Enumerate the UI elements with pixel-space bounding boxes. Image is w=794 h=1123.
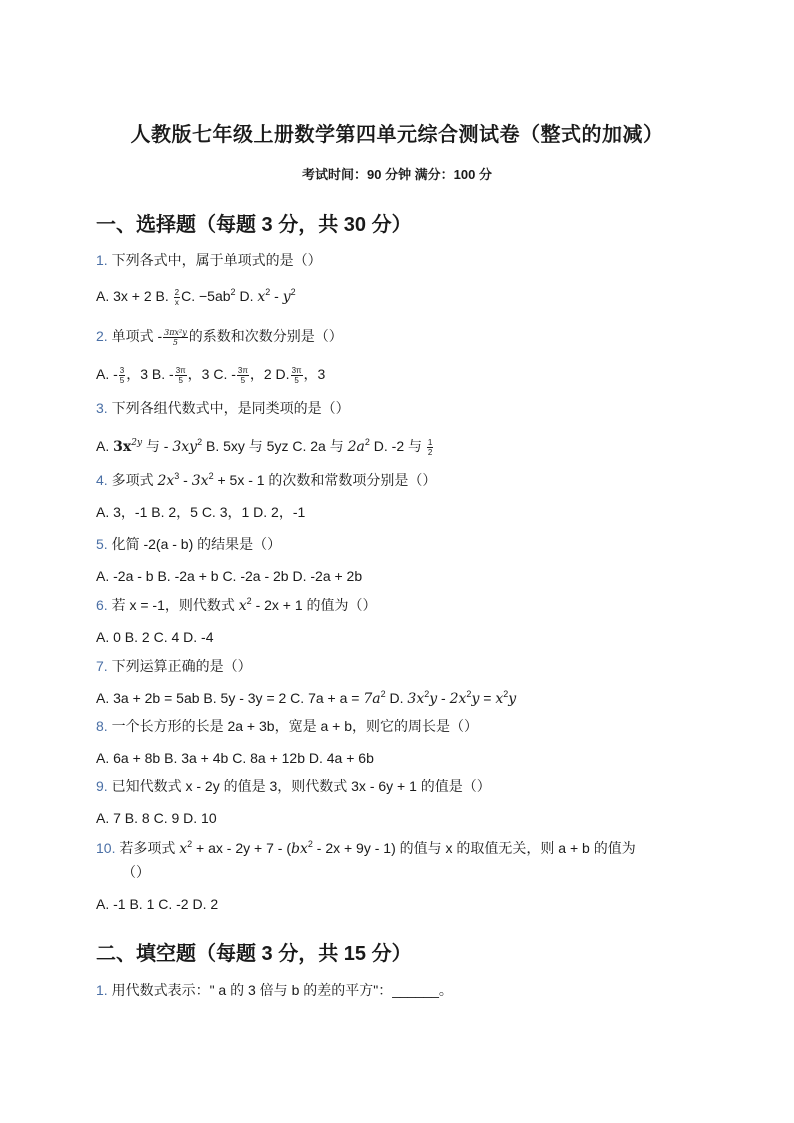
section-heading-fill-in: 二、填空题（每题 3 分，共 15 分） [96,943,412,965]
math-term: 2a [347,439,365,455]
question-8 [96,716,478,736]
page-title: 人教版七年级上册数学第四单元综合测试卷（整式的加减） [130,124,664,146]
denominator: 5 [294,375,299,385]
exponent: 2 [197,437,203,447]
question-number: 6. [96,597,108,613]
question-1 [96,250,322,270]
option-text: C. −5ab [181,288,231,304]
question-stem: 多项式 [111,472,158,488]
question-stem: 若多项式 [119,840,180,856]
exponent: 2 [290,287,296,297]
denominator: 5 [178,375,183,385]
exponent: 2 [187,839,193,849]
question-stem: 下列各式中，属于单项式的是（） [111,252,322,268]
question-8-options: A. 6a + 8b B. 3a + 4b C. 8a + 12b D. 4a + 6b [96,750,374,766]
exam-info: 考试时间：90 分钟 满分：100 分 [302,167,492,182]
option-text: A. - [96,366,118,382]
denominator: 5 [172,337,178,347]
question-number: 5. [96,536,108,552]
math-term: 3x [407,691,425,707]
fraction [119,366,125,385]
exponent: 3 [174,471,180,481]
math-var: y [508,691,517,707]
question-9 [96,776,491,796]
option-text: D. [385,690,408,706]
exponent: 2 [307,839,313,849]
question-2 [96,326,343,347]
numerator: 2 [174,287,180,297]
exponent: 2 [208,471,214,481]
question-stem: 已知代数式 x - 2y 的值是 3，则代数式 3x - 6y + 1 的值是（） [111,778,491,794]
math-var: x [179,841,188,857]
denominator: 5 [240,375,246,385]
math-var: y [429,691,438,707]
option-text: ，3 C. - [187,366,236,382]
question-stem: 单项式 - [111,328,163,344]
question-stem: + 5x - 1 的次数和常数项分别是（） [213,472,437,488]
exponent: 2 [503,689,509,699]
exponent: 2 [364,437,370,447]
denominator: 5 [119,375,125,385]
math-var: x [238,598,247,614]
question-5-options: A. -2a - b B. -2a + b C. -2a - 2b D. -2a + 2b [96,568,363,584]
question-number: 8. [96,718,108,734]
math-term: 2x [449,691,467,707]
question-stem: + ax - 2y + 7 - ( [192,840,291,856]
question-stem: 的系数和次数分别是（） [188,328,343,344]
question-3 [96,398,350,418]
question-10-continuation: （） [122,864,150,880]
question-stem: 若 x = -1，则代数式 [111,597,239,613]
question-stem: 用代数式表示：" a 的 3 倍与 b 的差的平方"：______。 [111,982,453,998]
question-number: 4. [96,472,108,488]
numerator: 3π [291,365,302,375]
denominator: 2 [427,447,433,457]
option-text: A. [96,438,114,454]
numerator: 1 [427,437,433,447]
numerator: 3π [175,365,186,375]
option-text: ，3 B. - [126,366,174,382]
question-stem: 一个长方形的长是 2a + 3b，宽是 a + b，则它的周长是（） [111,718,478,734]
math-var: y [471,691,480,707]
operator: - [437,690,450,706]
question-4-options: A. 3，-1 B. 2，5 C. 3，1 D. 2，-1 [96,504,306,520]
fill-question-1 [96,980,453,1000]
question-number: 9. [96,778,108,794]
numerator: 3π [237,365,248,375]
question-2-options [96,364,325,385]
question-number: 1. [96,252,108,268]
option-text: ，3 [303,366,326,382]
denominator: x [174,297,179,307]
question-10-options: A. -1 B. 1 C. -2 D. 2 [96,896,219,912]
question-number: 2. [96,328,108,344]
option-text: A. 3x + 2 B. [96,288,169,304]
question-stem: 下列运算正确的是（） [111,658,252,674]
question-stem: 化简 -2(a - b) 的结果是（） [111,536,282,552]
question-number: 7. [96,658,108,674]
question-7 [96,656,252,676]
operator: - [270,288,283,304]
exponent: 2 [466,689,472,699]
math-term: 7a [363,691,381,707]
question-7-options [96,688,516,709]
exponent: 2y [131,438,143,448]
math-term: 3xy [172,439,198,455]
option-text: B. 5xy 与 5yz C. 2a 与 [202,438,348,454]
exponent: 2 [265,287,271,297]
exponent: 2 [424,689,430,699]
option-text: 与 - [142,438,173,454]
section-heading-choice: 一、选择题（每题 3 分，共 30 分） [96,214,412,236]
question-number: 1. [96,982,108,998]
question-6 [96,595,377,616]
option-text: A. 3a + 2b = 5ab B. 5y - 3y = 2 C. 7a + a = [96,690,364,706]
question-number: 3. [96,400,108,416]
question-10 [96,838,636,859]
math-term: 2x [157,473,175,489]
fraction [291,366,303,385]
math-term: x [495,691,504,707]
fraction [163,328,188,347]
fraction [174,288,180,307]
exponent: 2 [246,596,252,606]
question-6-options: A. 0 B. 2 C. 4 D. -4 [96,629,214,645]
fraction [427,438,433,457]
question-number: 10. [96,840,116,856]
question-stem: - 2x + 1 的值为（） [251,597,377,613]
option-text: D. -2 与 [369,438,426,454]
option-text: D. [235,288,258,304]
question-3-options [96,436,434,457]
math-term: bx [291,841,308,857]
exponent: 2 [230,287,236,297]
numerator: 3πx²y [164,327,187,337]
fraction [175,366,187,385]
operator: = [479,690,496,706]
operator: - [179,472,192,488]
math-term: 3x [113,439,132,455]
exponent: 2 [380,689,386,699]
fraction [237,366,249,385]
question-1-options [96,286,296,307]
question-stem: 下列各组代数式中，是同类项的是（） [111,400,350,416]
question-5 [96,534,281,554]
question-stem: - 2x + 9y - 1) 的值与 x 的取值无关，则 a + b 的值为 [312,840,636,856]
numerator: 3 [119,365,125,375]
math-var: y [282,289,291,305]
option-text: ，2 D. [249,366,290,382]
math-term: 3x [191,473,209,489]
question-9-options: A. 7 B. 8 C. 9 D. 10 [96,810,217,826]
math-var: x [257,289,266,305]
question-4 [96,470,436,491]
